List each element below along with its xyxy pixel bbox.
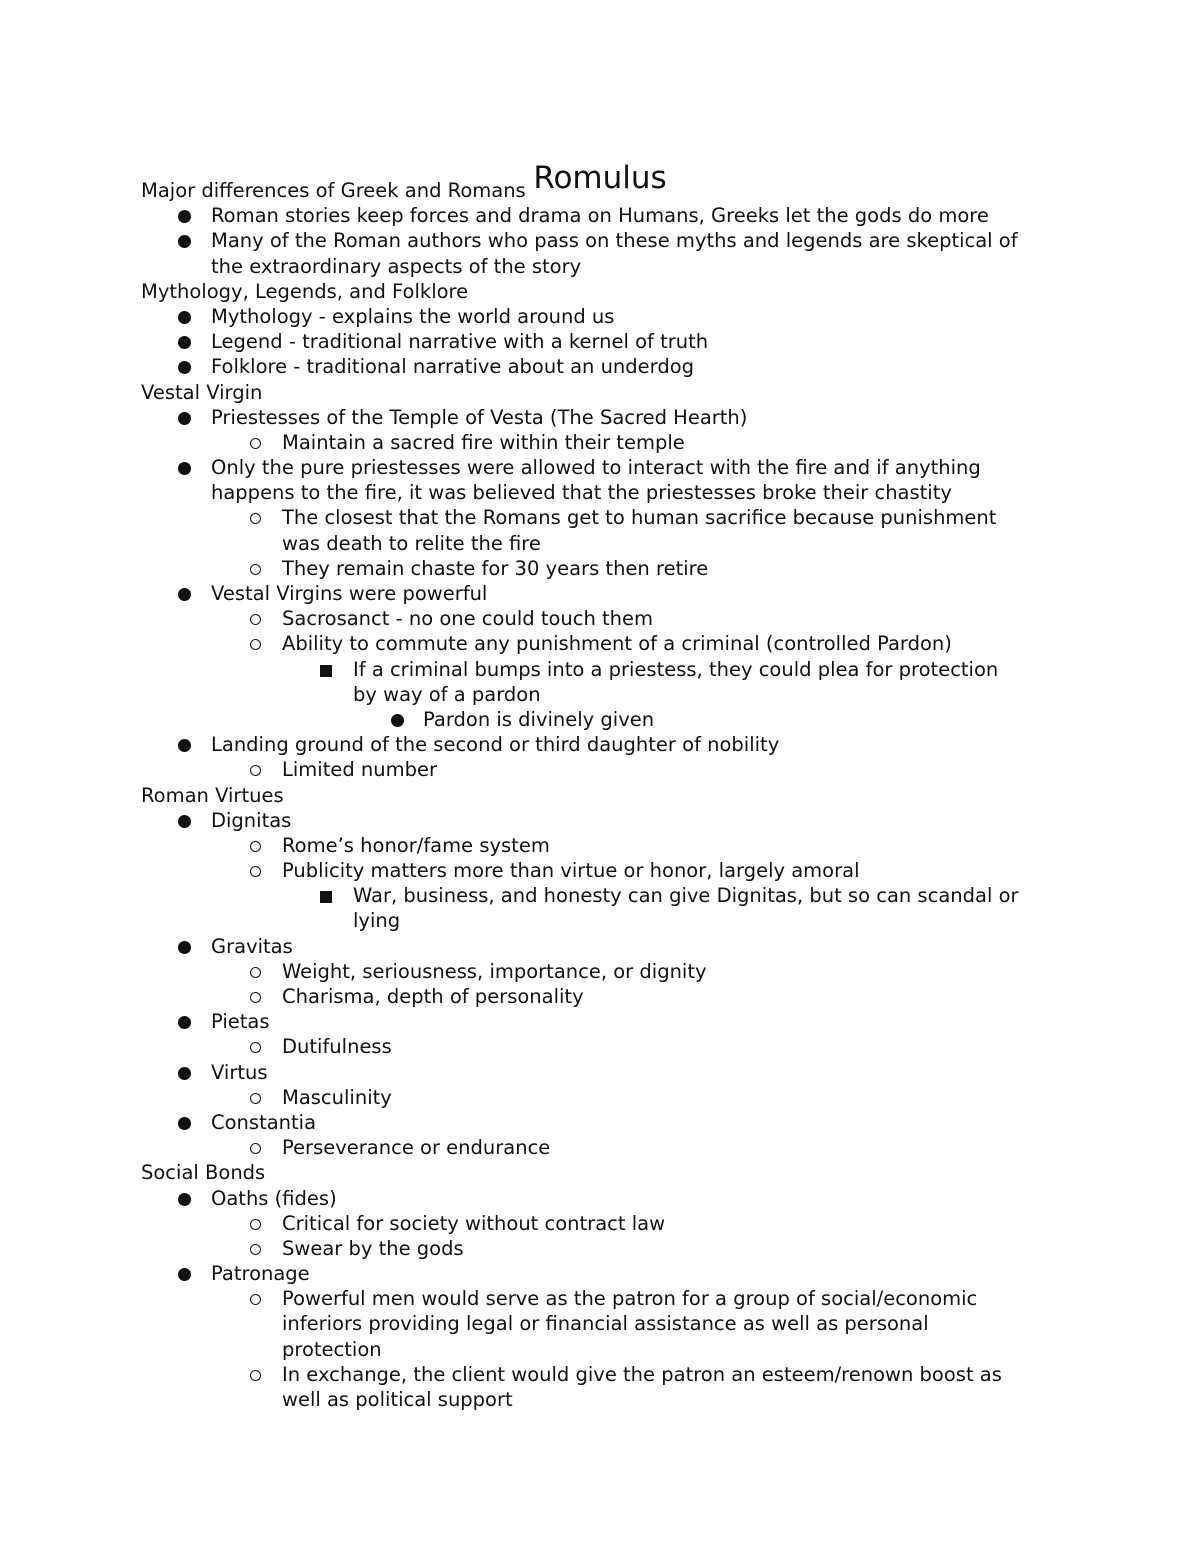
list-item-text: The closest that the Romans get to human sacrifice because punishment (282, 506, 997, 530)
list-item (0, 984, 1200, 1009)
list-item-text: Powerful men would serve as the patron for a group of social/economic (282, 1287, 978, 1311)
list-item-text: Mythology - explains the world around us (211, 304, 615, 328)
hollow-circle-bullet-icon (250, 765, 261, 776)
list-item (0, 203, 1200, 228)
list-item (0, 1311, 1200, 1336)
list-item-text: Constantia (211, 1110, 317, 1134)
section-heading (0, 279, 1200, 304)
list-item (0, 1085, 1200, 1110)
section-heading-text: Mythology, Legends, and Folklore (141, 279, 469, 303)
filled-circle-bullet-icon (391, 714, 404, 727)
filled-circle-bullet-icon (178, 361, 191, 374)
section-heading (0, 178, 1200, 203)
list-item (0, 631, 1200, 656)
filled-square-bullet-icon (320, 665, 332, 677)
list-item-text: Pardon is divinely given (423, 707, 655, 731)
hollow-circle-bullet-icon (250, 614, 261, 625)
hollow-circle-bullet-icon (250, 1294, 261, 1305)
hollow-circle-bullet-icon (250, 639, 261, 650)
list-item (0, 1286, 1200, 1311)
list-item-continuation-text: lying (353, 909, 401, 933)
list-item (0, 1387, 1200, 1412)
list-item (0, 354, 1200, 379)
list-item (0, 682, 1200, 707)
filled-circle-bullet-icon (178, 1193, 191, 1206)
list-item (0, 254, 1200, 279)
list-item-text: Vestal Virgins were powerful (211, 582, 488, 605)
list-item (0, 556, 1200, 581)
list-item (0, 304, 1200, 329)
list-item (0, 1261, 1200, 1286)
list-item-text: Virtus (211, 1060, 268, 1084)
filled-square-bullet-icon (320, 891, 332, 903)
list-item (0, 455, 1200, 480)
hollow-circle-bullet-icon (250, 967, 261, 978)
list-item-continuation-text: well as political support (282, 1388, 513, 1411)
document-title: Romulus (533, 159, 667, 196)
hollow-circle-bullet-icon (250, 866, 261, 877)
list-item (0, 1135, 1200, 1160)
section-heading-text: Vestal Virgin (141, 380, 263, 404)
hollow-circle-bullet-icon (250, 1143, 261, 1154)
list-item (0, 883, 1200, 908)
section-heading-text: Roman Virtues (141, 783, 284, 807)
list-item (0, 732, 1200, 757)
hollow-circle-bullet-icon (250, 564, 261, 575)
list-item-text: In exchange, the client would give the patron an esteem/renown boost as (282, 1362, 1002, 1386)
list-item (0, 1034, 1200, 1059)
list-item (0, 1211, 1200, 1236)
list-item-text: Weight, seriousness, importance, or dignity (282, 959, 707, 983)
list-item-text: Patronage (211, 1262, 310, 1286)
list-item (0, 808, 1200, 833)
list-item-text: Legend - traditional narrative with a kernel of truth (211, 330, 709, 354)
list-item (0, 1337, 1200, 1362)
list-item-continuation-text: inferiors providing legal or financial assistance as well as personal (282, 1312, 929, 1336)
list-item (0, 505, 1200, 530)
section-heading-text: Major differences of Greek and Romans (141, 179, 526, 202)
list-item (0, 657, 1200, 682)
list-item-text: Gravitas (211, 934, 293, 958)
list-item (0, 1009, 1200, 1034)
list-item-text: If a criminal bumps into a priestess, they could plea for protection (353, 657, 999, 681)
list-item-text: Publicity matters more than virtue or honor, largely amoral (282, 859, 860, 883)
list-item-text: Only the pure priestesses were allowed to interact with the fire and if anything (211, 456, 981, 480)
filled-circle-bullet-icon (178, 815, 191, 828)
list-item (0, 1110, 1200, 1135)
list-item-text: Dignitas (211, 808, 292, 832)
list-item (0, 1362, 1200, 1387)
hollow-circle-bullet-icon (250, 1219, 261, 1230)
list-item (0, 430, 1200, 455)
list-item (0, 908, 1200, 933)
section-heading (0, 380, 1200, 405)
filled-circle-bullet-icon (178, 210, 191, 223)
list-item-text: Ability to commute any punishment of a criminal (controlled Pardon) (282, 632, 952, 656)
list-item (0, 858, 1200, 883)
filled-circle-bullet-icon (178, 941, 191, 954)
hollow-circle-bullet-icon (250, 1370, 261, 1381)
hollow-circle-bullet-icon (250, 841, 261, 852)
list-item-text: Folklore - traditional narrative about an underdog (211, 355, 695, 379)
section-heading-text: Social Bonds (141, 1161, 266, 1185)
list-item-text: Masculinity (282, 1085, 392, 1109)
list-item (0, 1236, 1200, 1261)
list-item (0, 1060, 1200, 1085)
filled-circle-bullet-icon (178, 336, 191, 349)
list-item-text: Dutifulness (282, 1035, 392, 1059)
list-item-text: Oaths (fides) (211, 1186, 337, 1210)
list-item (0, 228, 1200, 253)
filled-circle-bullet-icon (178, 462, 191, 475)
list-item-text: Roman stories keep forces and drama on Humans, Greeks let the gods do more (211, 204, 989, 228)
list-item (0, 934, 1200, 959)
list-item-continuation-text: was death to relite the fire (282, 531, 541, 555)
hollow-circle-bullet-icon (250, 438, 261, 449)
list-item-text: Priestesses of the Temple of Vesta (The Sacred Hearth) (211, 405, 748, 429)
filled-circle-bullet-icon (178, 588, 191, 601)
list-item-text: Perseverance or endurance (282, 1136, 551, 1160)
list-item-text: Swear by the gods (282, 1236, 464, 1260)
list-item-text: Maintain a sacred fire within their temple (282, 430, 685, 454)
list-item (0, 606, 1200, 631)
hollow-circle-bullet-icon (250, 1244, 261, 1255)
hollow-circle-bullet-icon (250, 513, 261, 524)
list-item-text: Pietas (211, 1010, 270, 1034)
list-item-text: War, business, and honesty can give Dignitas, but so can scandal or (353, 884, 1019, 908)
list-item (0, 707, 1200, 732)
filled-circle-bullet-icon (178, 1016, 191, 1029)
list-item-text: Limited number (282, 758, 438, 782)
filled-circle-bullet-icon (178, 1117, 191, 1130)
list-item-text: They remain chaste for 30 years then retire (282, 556, 709, 580)
list-item (0, 405, 1200, 430)
list-item (0, 757, 1200, 782)
list-item-text: Landing ground of the second or third daughter of nobility (211, 733, 780, 757)
list-item (0, 480, 1200, 505)
filled-circle-bullet-icon (178, 235, 191, 248)
section-heading (0, 1160, 1200, 1185)
hollow-circle-bullet-icon (250, 992, 261, 1003)
filled-circle-bullet-icon (178, 311, 191, 324)
list-item-text: Rome’s honor/fame system (282, 833, 550, 857)
list-item-continuation-text: protection (282, 1337, 382, 1361)
list-item-text: Many of the Roman authors who pass on these myths and legends are skeptical of (211, 229, 1018, 253)
list-item (0, 531, 1200, 556)
list-item-text: Charisma, depth of personality (282, 985, 584, 1008)
list-item-continuation-text: by way of a pardon (353, 682, 541, 706)
list-item-continuation-text: the extraordinary aspects of the story (211, 254, 582, 278)
list-item (0, 581, 1200, 606)
filled-circle-bullet-icon (178, 1067, 191, 1080)
list-item (0, 329, 1200, 354)
list-item-text: Critical for society without contract law (282, 1211, 666, 1235)
list-item (0, 833, 1200, 858)
filled-circle-bullet-icon (178, 1268, 191, 1281)
section-heading (0, 783, 1200, 808)
hollow-circle-bullet-icon (250, 1093, 261, 1104)
notes-outline (0, 178, 1200, 1412)
list-item (0, 1186, 1200, 1211)
filled-circle-bullet-icon (178, 739, 191, 752)
hollow-circle-bullet-icon (250, 1042, 261, 1053)
list-item-continuation-text: happens to the fire, it was believed that the priestesses broke their chastity (211, 481, 952, 505)
filled-circle-bullet-icon (178, 412, 191, 425)
list-item (0, 959, 1200, 984)
list-item-text: Sacrosanct - no one could touch them (282, 607, 654, 631)
